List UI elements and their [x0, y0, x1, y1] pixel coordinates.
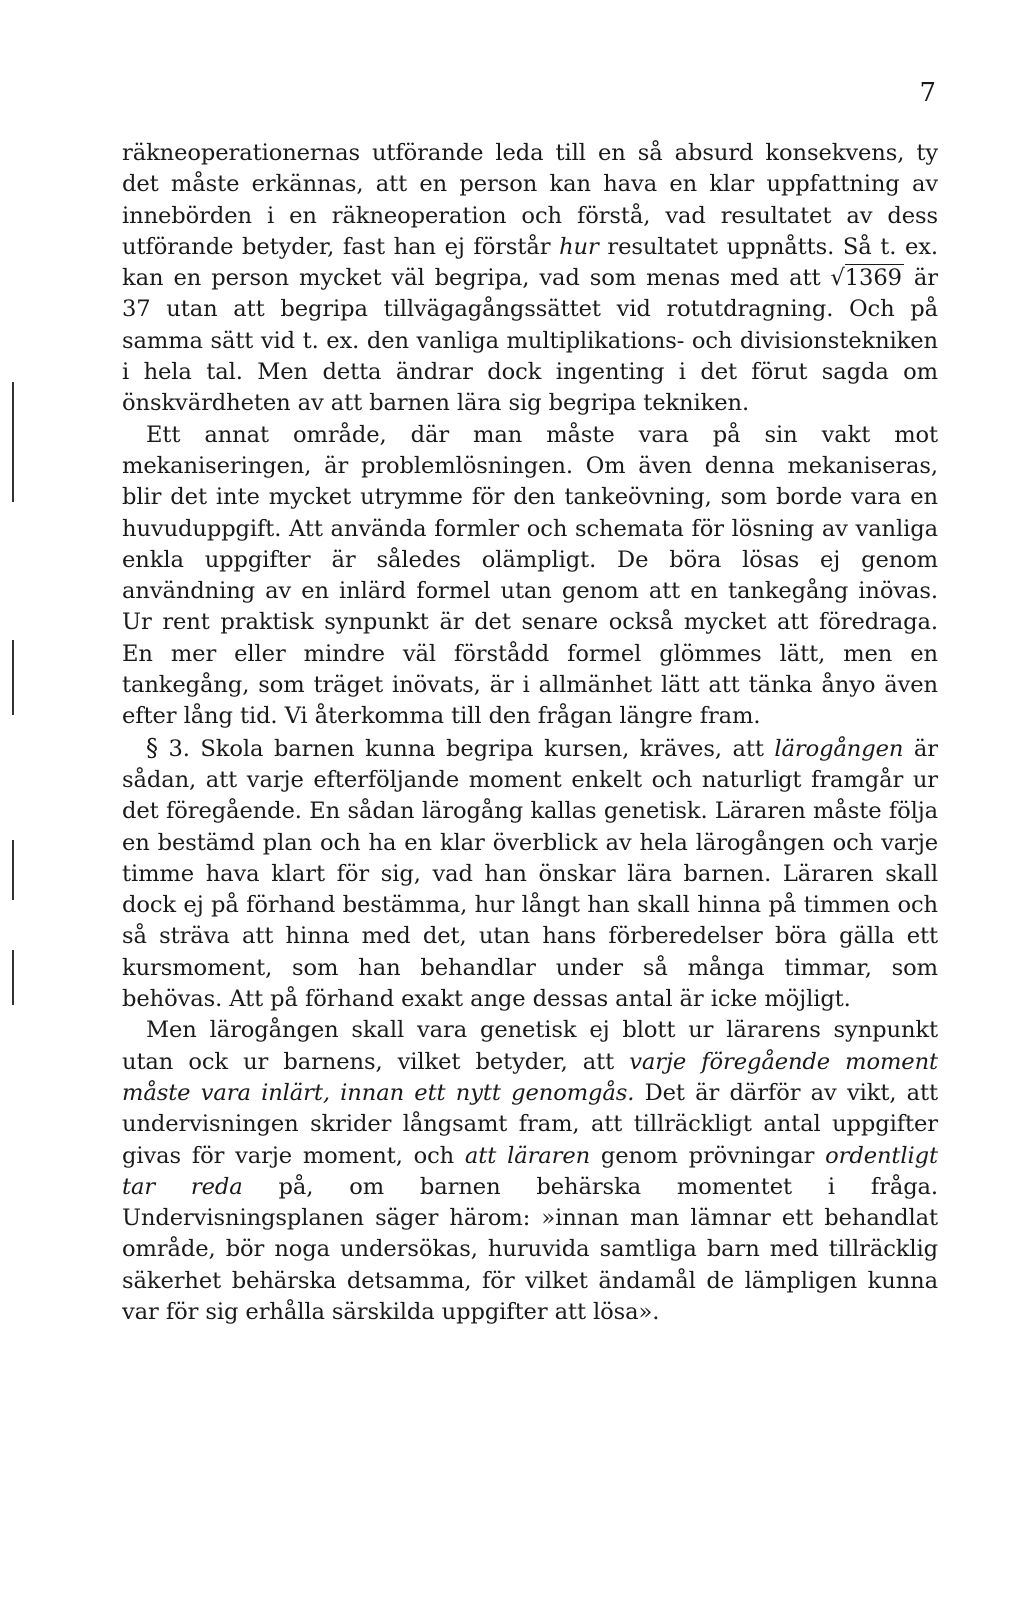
- italic-run: ordentligt tar reda: [122, 1142, 938, 1200]
- paragraph-4: [122, 1015, 938, 1328]
- italic-run: hur: [559, 233, 599, 260]
- text-run: på, om barnen behärska momentet i fråga. Undervisningsplanen säger härom: »innan man lämnar ett behandlat område, bör noga undersökas, huruvida samtliga barn med tillräcklig säkerhet behärska detsamma, för vilket ändamål de lämpligen kunna var för sig erhålla särskilda uppgifter att lösa».: [122, 1173, 939, 1325]
- section-number: 3.: [168, 735, 190, 762]
- paragraph-1: [122, 138, 938, 420]
- text-run: räkneoperationernas utförande leda till en så absurd konsekvens, ty det måste erkännas, att en person kan hava en klar uppfattning av innebörden i en räkneoperation och förstå, vad resultatet av dess utförande betyder, fast han ej förstår: [122, 140, 938, 260]
- margin-mark: [12, 950, 14, 1005]
- paragraph-3: [122, 733, 938, 1016]
- italic-run: lärogången: [774, 735, 904, 762]
- text-run: Det är därför av vikt, att undervisningen skrider långsamt fram, att tillräckligt antal uppgifter givas för varje moment, och: [122, 1079, 938, 1169]
- page-number: 7: [919, 78, 936, 108]
- margin-mark: [12, 840, 14, 900]
- text-run: är sådan, att varje efterföljande moment enkelt och naturligt framgår ur det föregående. En sådan lärogång kallas genetisk. Läraren måste följa en bestämd plan och ha en klar överblick av hela lärogången och varje timme hava klart för sig, vad han önskar lära barnen. Läraren skall dock ej på förhand bestämma, hur långt han skall hinna på timmen och så sträva att hinna med det, utan hans förberedelser böra gälla ett kursmoment, som han behandlar under så många timmar, som behövas. Att på förhand exakt ange dessas antal är icke möjligt.: [122, 735, 938, 1013]
- body-text: [122, 138, 938, 1328]
- paragraph-2: Ett annat område, där man måste vara på sin vakt mot mekaniseringen, är problemlösningen. Om även denna mekaniseras, blir det inte mycket utrymme för den tankeövning, som borde vara en huvuduppgift. Att använda formler och schemata för lösning av vanliga enkla uppgifter är således olämpligt. De böra lösas ej genom användning av en inlärd formel utan genom att en tankegång inövas. Ur rent praktisk synpunkt är det senare också mycket att föredraga. En mer eller mindre väl förstådd formel glömmes lätt, men en tankegång, som träget inövats, är i allmänhet lätt att tänka ånyo även efter lång tid. Vi återkomma till den frågan längre fram.: [122, 421, 938, 730]
- section-sign: §: [146, 733, 158, 762]
- radicand: 1369: [844, 265, 902, 292]
- margin-mark: [12, 640, 14, 715]
- text-run: genom prövningar: [590, 1142, 826, 1169]
- text-run: resultatet uppnåtts. Så t. ex. kan en person mycket väl begripa, vad som menas med att √: [122, 233, 938, 292]
- text-run: är 37 utan att begripa tillvägagångssättet vid rotutdragning. Och på samma sätt vid t. ex. den vanliga multiplikations- och divisionstekniken i hela tal. Men detta ändrar dock ingenting i det förut sagda om önskvärdheten av att barnen lära sig begripa tekniken.: [122, 265, 939, 417]
- italic-run: varje föregående moment måste vara inlärt, innan ett nytt genomgås.: [122, 1048, 939, 1106]
- margin-mark: [12, 382, 14, 502]
- italic-run: att läraren: [464, 1142, 591, 1169]
- text-run: Skola barnen kunna begripa kursen, kräves, att: [189, 735, 775, 762]
- text-run: Men lärogången skall vara genetisk ej blott ur lärarens synpunkt utan ock ur barnens, vilket betyder, att: [122, 1017, 938, 1075]
